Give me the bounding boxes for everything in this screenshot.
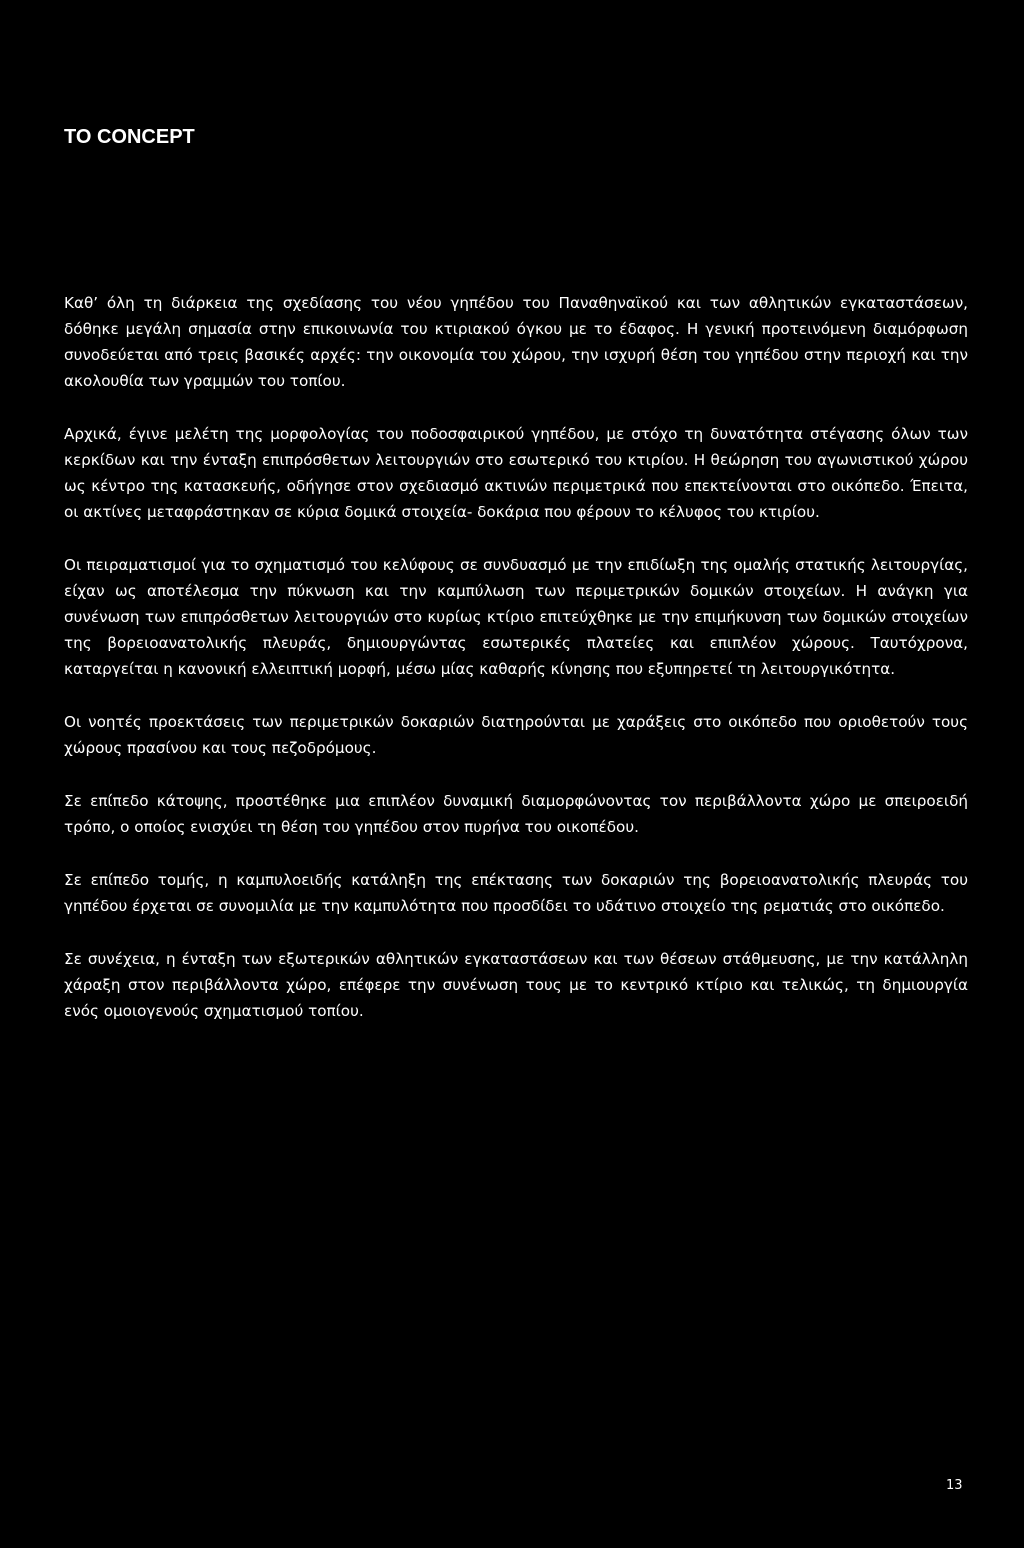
paragraph-6: Σε επίπεδο τομής, η καμπυλοειδής κατάληξη της επέκτασης των δοκαριών της βορειοανατολικής πλευράς του γηπέδου έρχεται σε συνομιλία με την καμπυλότητα που προσδίδει το υδάτινο στοιχείο της ρεματιάς στο οικόπεδο. [64,871,968,915]
paragraph-4: Οι νοητές προεκτάσεις των περιμετρικών δοκαριών διατηρούνται με χαράξεις στο οικόπεδο που οριοθετούν τους χώρους πρασίνου και τους πεζοδρόμους. [64,713,968,757]
body-text [64,290,968,1051]
paragraph-7: Σε συνέχεια, η ένταξη των εξωτερικών αθλητικών εγκαταστάσεων και των θέσεων στάθμευσης, με την κατάλληλη χάραξη στον περιβάλλοντα χώρο, επέφερε την συνένωση τους με το κεντρικό κτίριο και τελικώς, τη δημιουργία ενός ομοιογενούς σχηματισμού τοπίου. [64,950,968,1020]
page-title: TO CONCEPT [64,126,195,148]
paragraph-2: Αρχικά, έγινε μελέτη της μορφολογίας του ποδοσφαιρικού γηπέδου, με στόχο τη δυνατότητα στέγασης όλων των κερκίδων και την ένταξη επιπρόσθετων λειτουργιών στο εσωτερικό του κτιρίου. Η θεώρηση του αγωνιστικού χώρου ως κέντρο της κατασκευής, οδήγησε στον σχεδιασμό ακτινών περιμετρικά που επεκτείνονται στο οικόπεδο. Έπειτα, οι ακτίνες μεταφράστηκαν σε κύρια δομικά στοιχεία- δοκάρια που φέρουν το κέλυφος του κτιρίου. [64,425,968,521]
paragraph-3: Οι πειραματισμοί για το σχηματισμό του κελύφους σε συνδυασμό με την επιδίωξη της ομαλής στατικής λειτουργίας, είχαν ως αποτέλεσμα την πύκνωση και την καμπύλωση των περιμετρικών δομικών στοιχείων. Η ανάγκη για συνένωση των επιπρόσθετων λειτουργιών στο κυρίως κτίριο επιτεύχθηκε με την επιμήκυνση των δομικών στοιχείων της βορειοανατολικής πλευράς, δημιουργώντας εσωτερικές πλατείες και επιπλέον χώρους. Ταυτόχρονα, καταργείται η κανονική ελλειπτική μορφή, μέσω μίας καθαρής κίνησης που εξυπηρετεί τη λειτουργικότητα. [64,556,968,678]
paragraph-1: Καθ’ όλη τη διάρκεια της σχεδίασης του νέου γηπέδου του Παναθηναϊκού και των αθλητικών εγκαταστάσεων, δόθηκε μεγάλη σημασία στην επικοινωνία του κτιριακού όγκου με το έδαφος. Η γενική προτεινόμενη διαμόρφωση συνοδεύεται από τρεις βασικές αρχές: την οικονομία του χώρου, την ισχυρή θέση του γηπέδου στην περιοχή και την ακολουθία των γραμμών του τοπίου. [64,294,968,390]
paragraph-5: Σε επίπεδο κάτοψης, προστέθηκε μια επιπλέον δυναμική διαμορφώνοντας τον περιβάλλοντα χώρο με σπειροειδή τρόπο, ο οποίος ενισχύει τη θέση του γηπέδου στον πυρήνα του οικοπέδου. [64,792,968,836]
page-number: 13 [946,1478,963,1493]
